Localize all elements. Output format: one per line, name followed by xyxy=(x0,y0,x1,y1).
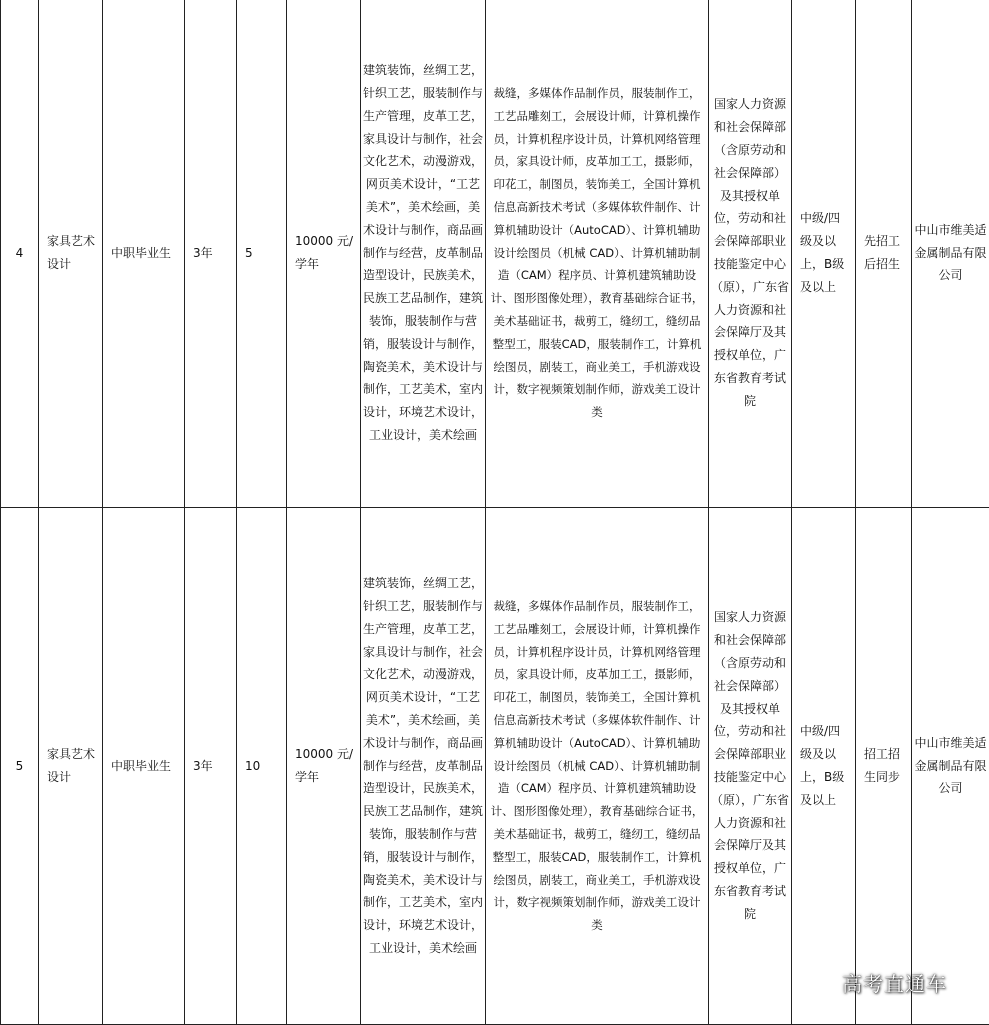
tuition-fee: 10000 元/学年 xyxy=(287,0,361,508)
issuing-authority: 国家人力资源和社会保障部（含原劳动和社会保障部）及其授权单位，劳动和社会保障部职业技能鉴定中心（原），广东省人力资源和社会保障厅及其授权单位，广东省教育考试院 xyxy=(709,508,792,1025)
partner-company: 中山市维美适金属制品有限公司 xyxy=(912,508,989,1025)
certificate-level: 中级/四级及以上，B级及以上 xyxy=(792,508,856,1025)
row-number: 4 xyxy=(1,0,39,508)
partner-company: 中山市维美适金属制品有限公司 xyxy=(912,0,989,508)
enrollment-target: 中职毕业生 xyxy=(103,508,185,1025)
related-majors: 建筑装饰，丝绸工艺，针织工艺，服装制作与生产管理，皮革工艺，家具设计与制作，社会文化艺术，动漫游戏，网页美术设计，“工艺美术”，美术绘画，美术设计与制作，商品画制作与经营，皮革制品造型设计，民族美术，民族工艺品制作，建筑装饰，服装制作与营销，服装设计与制作，陶瓷美术，美术设计与制作，工艺美术，室内设计，环境艺术设计，工业设计，美术绘画 xyxy=(361,0,486,508)
row-number: 5 xyxy=(1,508,39,1025)
program-duration: 3年 xyxy=(185,0,237,508)
program-duration: 3年 xyxy=(185,508,237,1025)
enrollment-mode: 招工招生同步 xyxy=(856,508,912,1025)
enrollment-quota: 10 xyxy=(237,508,287,1025)
watermark-text: 高考直通车 xyxy=(842,968,947,997)
enrollment-quota: 5 xyxy=(237,0,287,508)
table-row xyxy=(1,508,989,1025)
issuing-authority: 国家人力资源和社会保障部（含原劳动和社会保障部）及其授权单位，劳动和社会保障部职业技能鉴定中心（原），广东省人力资源和社会保障厅及其授权单位，广东省教育考试院 xyxy=(709,0,792,508)
certificate-list: 裁缝，多媒体作品制作员，服装制作工，工艺品雕刻工，会展设计师，计算机操作员，计算机程序设计员，计算机网络管理员，家具设计师，皮革加工工，摄影师，印花工，制图员，装饰美工，全国计算机信息高新技术考试（多媒体软件制作、计算机辅助设计（AutoCAD）、计算机辅助设计绘图员（机械 CAD）、计算机辅助制造（CAM）程序员、计算机建筑辅助设计、图形图像处理），教育基础综合证书，美术基础证书，裁剪工，缝纫工，缝纫品整型工，服装CAD，服装制作工，计算机绘图员，剧装工，商业美工，手机游戏设计，数字视频策划制作师，游戏美工设计类 xyxy=(486,0,709,508)
related-majors: 建筑装饰，丝绸工艺，针织工艺，服装制作与生产管理，皮革工艺，家具设计与制作，社会文化艺术，动漫游戏，网页美术设计，“工艺美术”，美术绘画，美术设计与制作，商品画制作与经营，皮革制品造型设计，民族美术，民族工艺品制作，建筑装饰，服装制作与营销，服装设计与制作，陶瓷美术，美术设计与制作，工艺美术，室内设计，环境艺术设计，工业设计，美术绘画 xyxy=(361,508,486,1025)
major-name: 家具艺术设计 xyxy=(39,508,103,1025)
tuition-fee: 10000 元/学年 xyxy=(287,508,361,1025)
certificate-level: 中级/四级及以上，B级及以上 xyxy=(792,0,856,508)
major-name: 家具艺术设计 xyxy=(39,0,103,508)
certificate-list: 裁缝，多媒体作品制作员，服装制作工，工艺品雕刻工，会展设计师，计算机操作员，计算机程序设计员，计算机网络管理员，家具设计师，皮革加工工，摄影师，印花工，制图员，装饰美工，全国计算机信息高新技术考试（多媒体软件制作、计算机辅助设计（AutoCAD）、计算机辅助设计绘图员（机械 CAD）、计算机辅助制造（CAM）程序员、计算机建筑辅助设计、图形图像处理），教育基础综合证书，美术基础证书，裁剪工，缝纫工，缝纫品整型工，服装CAD，服装制作工，计算机绘图员，剧装工，商业美工，手机游戏设计，数字视频策划制作师，游戏美工设计类 xyxy=(486,508,709,1025)
table-row xyxy=(1,0,989,508)
enrollment-mode: 先招工后招生 xyxy=(856,0,912,508)
enrollment-target: 中职毕业生 xyxy=(103,0,185,508)
